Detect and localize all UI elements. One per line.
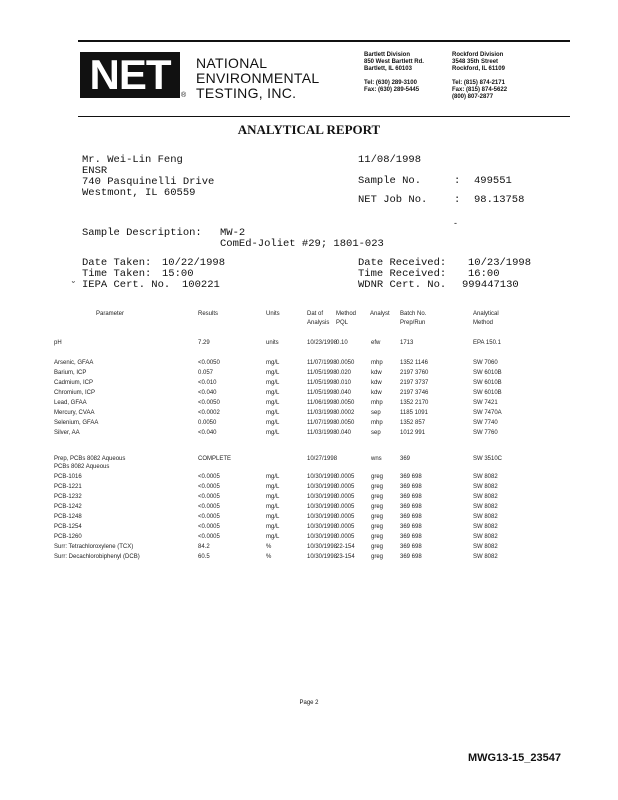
cell-batch: 369 698 (400, 484, 422, 490)
cell-result: 0.0050 (198, 420, 217, 426)
cell-batch: 1185 1091 (400, 410, 428, 416)
rockford-line: Tel: (815) 874-2171 (452, 80, 505, 86)
cell-batch: 2197 3737 (400, 380, 429, 386)
date-taken-label: Date Taken: (82, 257, 152, 269)
cell-parameter: PCB-1254 (54, 524, 82, 530)
cell-analyst: mhp (371, 400, 383, 406)
cell-method: SW 3510C (473, 456, 503, 462)
cell-parameter: Cadmium, ICP (54, 380, 94, 386)
table-row (0, 532, 618, 542)
table-row (0, 542, 618, 552)
cell-result: <0.0005 (198, 504, 220, 510)
col-header-results: Results (198, 311, 219, 317)
col-header-batch-line2: Prep/Run (400, 320, 426, 326)
sample-no-label: Sample No. (358, 175, 422, 187)
cell-result: <0.040 (198, 390, 217, 396)
cell-analysis-date: 11/07/1998 (307, 360, 337, 366)
cell-result: <0.040 (198, 430, 217, 436)
cell-result: <0.0005 (198, 484, 220, 490)
registered-mark: ® (181, 92, 187, 99)
client-line: ENSR (82, 165, 108, 177)
cell-result: <0.0002 (198, 410, 220, 416)
cell-batch: 1713 (400, 340, 414, 346)
cell-batch: 369 698 (400, 544, 422, 550)
col-header-batch (400, 310, 426, 328)
table-row (0, 368, 618, 378)
cell-units: mg/L (266, 494, 280, 500)
cell-result: <0.010 (198, 380, 217, 386)
cell-method: SW 7740 (473, 420, 498, 426)
cell-batch: 369 698 (400, 514, 422, 520)
job-no-colon: : (454, 194, 461, 206)
client-line: 740 Pasquinelli Drive (82, 176, 215, 188)
col-header-pql-line2: PQL (336, 320, 349, 326)
document-id: MWG13-15_23547 (468, 752, 561, 764)
cell-units: mg/L (266, 430, 280, 436)
cell-analyst: mhp (371, 360, 383, 366)
cell-method: SW 8082 (473, 524, 498, 530)
col-header-date-line2: Analysis (307, 320, 330, 326)
col-header-method (473, 310, 499, 328)
col-header-parameter: Parameter (96, 311, 125, 317)
cell-units: mg/L (266, 420, 280, 426)
iepa-cert-value: 100221 (182, 279, 220, 291)
table-row (0, 428, 618, 438)
cell-parameter: PCB-1248 (54, 514, 82, 520)
table-row (0, 348, 618, 358)
cell-pql: 0.0002 (336, 410, 355, 416)
rockford-line: Rockford, IL 61109 (452, 66, 505, 72)
cell-analyst: wns (371, 456, 382, 462)
cell-analyst: greg (371, 474, 384, 480)
header-bottom-rule (78, 116, 570, 117)
client-address (82, 155, 214, 199)
cell-pql: 0.0050 (336, 420, 355, 426)
cell-method: SW 8082 (473, 504, 498, 510)
col-header-date-line1: Dat of (307, 311, 324, 317)
col-header-method-line1: Analytical (473, 311, 499, 317)
cell-batch: 2197 3760 (400, 370, 429, 376)
report-meta (358, 155, 524, 206)
cell-analysis-date: 10/30/1998 (307, 554, 338, 560)
company-name (196, 56, 319, 101)
wdnr-cert-value: 999447130 (462, 279, 519, 291)
cell-units: mg/L (266, 524, 280, 530)
header-top-rule (78, 40, 570, 42)
cell-units: % (266, 544, 272, 550)
cell-units: mg/L (266, 400, 280, 406)
receipt-info (358, 258, 531, 291)
rockford-division-address (452, 52, 507, 101)
cell-result: <0.0005 (198, 524, 220, 530)
cell-result: COMPLETE (198, 456, 232, 462)
cell-analysis-date: 11/05/1998 (307, 390, 337, 396)
bartlett-line: Bartlett Division (364, 52, 411, 58)
cell-method: SW 7060 (473, 360, 498, 366)
col-header-analyst: Analyst (370, 311, 390, 317)
table-row (0, 378, 618, 388)
cell-batch: 369 698 (400, 524, 422, 530)
date-received-label: Date Received: (358, 257, 447, 269)
cell-batch: 1352 2170 (400, 400, 429, 406)
company-line-2: ENVIRONMENTAL (196, 70, 320, 86)
cell-method: SW 7760 (473, 430, 498, 436)
date-taken-value: 10/22/1998 (162, 257, 226, 269)
table-row (0, 522, 618, 532)
cell-analysis-date: 10/30/1998 (307, 544, 338, 550)
cell-analysis-date: 11/06/1998 (307, 400, 337, 406)
table-row (0, 512, 618, 522)
cell-units: mg/L (266, 380, 280, 386)
cell-analyst: kdw (371, 380, 382, 386)
cell-analysis-date: 10/30/1998 (307, 484, 338, 490)
cell-method: SW 8082 (473, 474, 498, 480)
cell-method: EPA 150.1 (473, 340, 501, 346)
cell-method: SW 8082 (473, 534, 498, 540)
cell-batch: 369 698 (400, 504, 422, 510)
cell-pql: 22-154 (336, 544, 355, 550)
cell-result: 7.29 (198, 340, 210, 346)
cell-analysis-date: 10/27/1998 (307, 456, 338, 462)
iepa-cert-row (82, 280, 225, 291)
rockford-line: (800) 807-2877 (452, 94, 494, 100)
cell-analyst: greg (371, 494, 384, 500)
cell-units: mg/L (266, 474, 280, 480)
wdnr-cert-label: WDNR Cert. No. (358, 279, 447, 291)
rockford-spacer (452, 73, 507, 80)
cell-analysis-date: 10/30/1998 (307, 534, 338, 540)
bartlett-spacer (364, 73, 424, 80)
cell-batch: 369 698 (400, 534, 422, 540)
table-row (0, 408, 618, 418)
table-row (0, 388, 618, 398)
cell-units: mg/L (266, 514, 280, 520)
cell-parameter: Prep, PCBs 8082 Aqueous (54, 456, 126, 462)
cell-analyst: greg (371, 504, 384, 510)
report-date: 11/08/1998 (358, 154, 422, 166)
cell-units: mg/L (266, 360, 280, 366)
cell-pql: 0.010 (336, 380, 352, 386)
table-row (0, 398, 618, 408)
cell-analysis-date: 11/05/1998 (307, 370, 337, 376)
cell-result: <0.0050 (198, 400, 220, 406)
table-row (0, 462, 618, 472)
stray-tick-mark: ˘ (72, 280, 75, 290)
page-number: Page 2 (299, 700, 319, 706)
cell-parameter: PCBs 8082 Aqueous (54, 464, 110, 470)
table-row (0, 552, 618, 562)
cell-parameter: PCB-1260 (54, 534, 82, 540)
report-title: ANALYTICAL REPORT (237, 122, 381, 137)
cell-analysis-date: 11/03/1998 (307, 430, 337, 436)
cell-units: mg/L (266, 484, 280, 490)
col-header-method-line2: Method (473, 320, 494, 326)
cell-analyst: kdw (371, 370, 382, 376)
time-taken-value: 15:00 (162, 268, 194, 280)
cell-analyst: sep (371, 410, 381, 416)
table-row (0, 472, 618, 482)
cell-parameter: Barium, ICP (54, 370, 87, 376)
sample-description (82, 228, 384, 250)
client-line: Westmont, IL 60559 (82, 187, 196, 199)
cell-result: 84.2 (198, 544, 210, 550)
table-row (0, 338, 618, 348)
cell-analysis-date: 11/07/1998 (307, 420, 337, 426)
cell-pql: 0.0005 (336, 524, 355, 530)
cell-batch: 369 (400, 456, 411, 462)
cell-batch: 2197 3746 (400, 390, 429, 396)
cell-pql: 0.040 (336, 390, 352, 396)
net-logo: NET (80, 52, 180, 98)
client-line: Mr. Wei-Lin Feng (82, 154, 183, 166)
table-row (0, 492, 618, 502)
col-header-batch-line1: Batch No. (400, 311, 427, 317)
time-received-label: Time Received: (358, 268, 447, 280)
cell-pql: 0.0005 (336, 514, 355, 520)
cell-batch: 1012 991 (400, 430, 426, 436)
cell-parameter: PCB-1016 (54, 474, 82, 480)
cell-pql: 0.0005 (336, 484, 355, 490)
cell-method: SW 6010B (473, 380, 502, 386)
cell-units: % (266, 554, 272, 560)
job-no-row (358, 195, 524, 206)
rockford-line: Fax: (815) 874-5622 (452, 87, 508, 93)
cell-pql: 0.0005 (336, 494, 355, 500)
cell-pql: 0.020 (336, 370, 352, 376)
cell-batch: 369 698 (400, 554, 422, 560)
cell-result: 0.057 (198, 370, 214, 376)
cell-method: SW 6010B (473, 390, 502, 396)
sample-no-value: 499551 (474, 175, 512, 187)
cell-analyst: greg (371, 514, 384, 520)
company-line-3: TESTING, INC. (196, 85, 297, 101)
sample-no-colon: : (454, 175, 461, 187)
cell-pql: 0.0050 (336, 360, 355, 366)
stray-dash-mark: - (454, 218, 457, 228)
table-row (0, 418, 618, 428)
table-row (0, 502, 618, 512)
cell-parameter: Selenium, GFAA (54, 420, 99, 426)
cell-parameter: Silver, AA (54, 430, 80, 436)
cell-pql: 0.040 (336, 430, 352, 436)
col-header-date (307, 310, 329, 328)
cell-pql: 0.0005 (336, 534, 355, 540)
col-header-pql-line1: Method (336, 311, 357, 317)
wdnr-cert-row (358, 280, 531, 291)
cell-batch: 1352 1146 (400, 360, 428, 366)
cell-parameter: Surr: Tetrachloroxylene (TCX) (54, 544, 134, 550)
iepa-cert-label: IEPA Cert. No. (82, 279, 171, 291)
sample-description-line1: MW-2 (220, 227, 246, 239)
cell-analyst: efw (371, 340, 381, 346)
cell-pql: 0.0005 (336, 504, 355, 510)
cell-analyst: kdw (371, 390, 382, 396)
cell-units: units (266, 340, 279, 346)
cell-parameter: Arsenic, GFAA (54, 360, 94, 366)
cell-result: 60.5 (198, 554, 210, 560)
bartlett-division-address (364, 52, 424, 94)
cell-analyst: greg (371, 554, 384, 560)
bartlett-line: Tel: (630) 289-3100 (364, 80, 417, 86)
cell-method: SW 8082 (473, 494, 498, 500)
cell-units: mg/L (266, 504, 280, 510)
table-row (0, 482, 618, 492)
cell-analyst: sep (371, 430, 381, 436)
cell-method: SW 8082 (473, 544, 498, 550)
cell-method: SW 6010B (473, 370, 502, 376)
cell-batch: 1352 857 (400, 420, 426, 426)
cell-units: mg/L (266, 534, 280, 540)
company-line-1: NATIONAL (196, 55, 268, 71)
cell-analysis-date: 10/30/1998 (307, 474, 338, 480)
job-no-value: 98.13758 (474, 194, 525, 206)
cell-analyst: mhp (371, 420, 383, 426)
cell-analysis-date: 11/05/1998 (307, 380, 337, 386)
cell-pql: 0.0005 (336, 474, 355, 480)
cell-parameter: PCB-1221 (54, 484, 82, 490)
cell-result: <0.0005 (198, 474, 220, 480)
cell-parameter: Mercury, CVAA (54, 410, 95, 416)
sample-description-label: Sample Description: (82, 227, 202, 239)
cell-parameter: PCB-1232 (54, 494, 82, 500)
cell-pql: 23-154 (336, 554, 355, 560)
col-header-units: Units (266, 311, 280, 317)
cell-analyst: greg (371, 544, 384, 550)
cell-analysis-date: 10/30/1998 (307, 514, 338, 520)
bartlett-line: 850 West Bartlett Rd. (364, 59, 424, 65)
cell-analysis-date: 10/30/1998 (307, 504, 338, 510)
date-received-value: 10/23/1998 (468, 257, 532, 269)
cell-analysis-date: 10/30/1998 (307, 524, 338, 530)
cell-batch: 369 698 (400, 494, 422, 500)
cell-method: SW 8082 (473, 514, 498, 520)
cell-parameter: Chromium, ICP (54, 390, 96, 396)
cell-result: <0.0050 (198, 360, 220, 366)
cell-analysis-date: 10/23/1998 (307, 340, 338, 346)
rockford-line: 3548 35th Street (452, 59, 499, 65)
cell-parameter: PCB-1242 (54, 504, 82, 510)
cell-analyst: greg (371, 484, 384, 490)
cell-analyst: greg (371, 534, 384, 540)
cell-parameter: Surr: Decachlorobiphenyl (DCB) (54, 554, 140, 560)
cell-analysis-date: 10/30/1998 (307, 494, 338, 500)
rockford-line: Rockford Division (452, 52, 504, 58)
cell-parameter: pH (54, 340, 62, 346)
bartlett-line: Bartlett, IL 60103 (364, 66, 412, 72)
sample-description-line2: ComEd-Joliet #29; 1801-023 (220, 238, 384, 250)
table-row (0, 358, 618, 368)
cell-result: <0.0005 (198, 494, 220, 500)
table-row (0, 438, 618, 448)
cell-result: <0.0005 (198, 514, 220, 520)
cell-method: SW 8082 (473, 554, 498, 560)
cell-result: <0.0005 (198, 534, 220, 540)
cell-pql: 0.0050 (336, 400, 355, 406)
cell-batch: 369 698 (400, 474, 422, 480)
cell-method: SW 7421 (473, 400, 498, 406)
time-received-value: 16:00 (468, 268, 500, 280)
cell-units: mg/L (266, 410, 280, 416)
cell-analyst: greg (371, 524, 384, 530)
sampling-info (82, 258, 225, 291)
cell-method: SW 8082 (473, 484, 498, 490)
col-header-pql (336, 310, 356, 328)
cell-units: mg/L (266, 390, 280, 396)
bartlett-line: Fax: (630) 289-5445 (364, 87, 420, 93)
job-no-label: NET Job No. (358, 194, 428, 206)
time-taken-label: Time Taken: (82, 268, 152, 280)
cell-units: mg/L (266, 370, 280, 376)
cell-analysis-date: 11/03/1998 (307, 410, 337, 416)
cell-pql: 0.10 (336, 340, 348, 346)
sample-no-row (358, 176, 524, 187)
cell-method: SW 7470A (473, 410, 502, 416)
cell-parameter: Lead, GFAA (54, 400, 87, 406)
